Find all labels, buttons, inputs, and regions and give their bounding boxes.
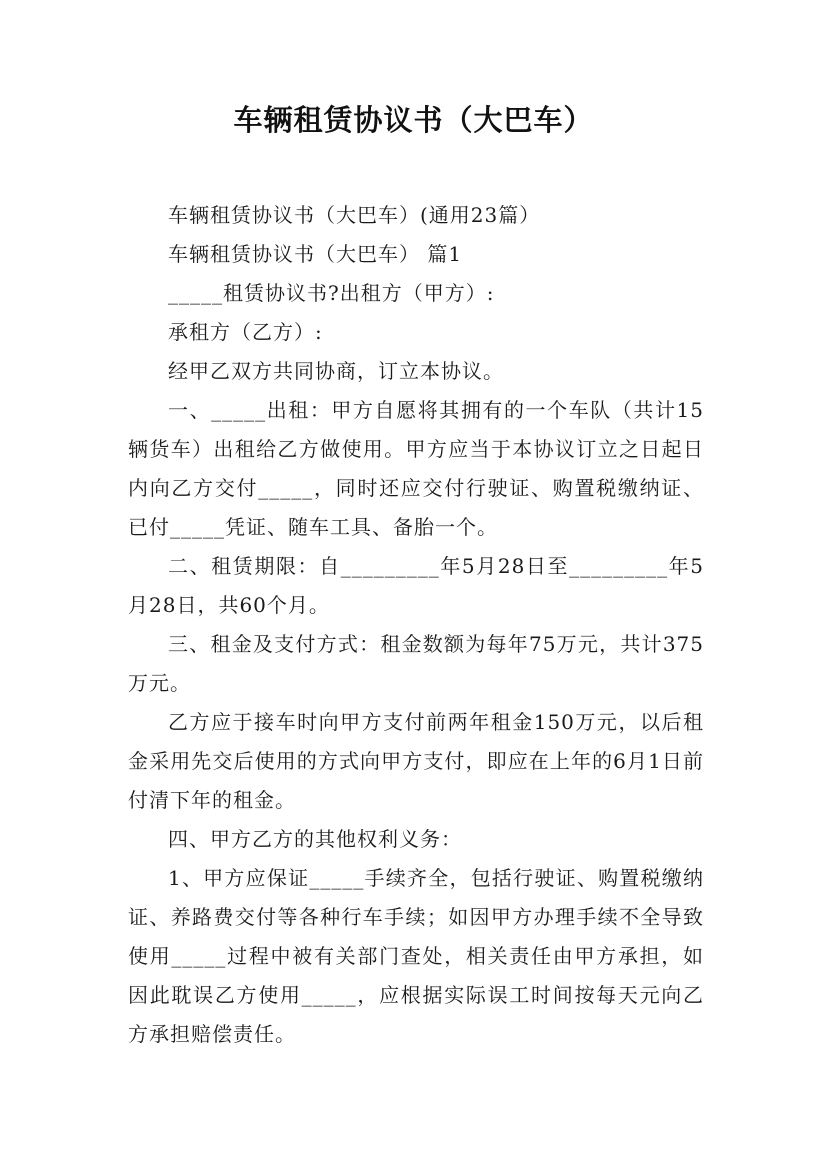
- paragraph-clause-4-item-1: 1、甲方应保证_____手续齐全，包括行驶证、购置税缴纳证、养路费交付等各种行车手续；如因甲方办理手续不全导致使用_____过程中被有关部门查处，相关责任由甲方承担，如因此耽误乙方使用_____，应根据实际误工时间按每天元向乙方承担赔偿责任。: [128, 866, 704, 1046]
- paragraph-lessor: _____租赁协议书?出租方（甲方）:: [168, 281, 495, 305]
- paragraph-agreement-intro: 经甲乙双方共同协商，订立本协议。: [168, 359, 504, 383]
- paragraph-clause-4: 四、甲方乙方的其他权利义务：: [168, 827, 462, 851]
- paragraph-lessee: 承租方（乙方）:: [168, 320, 323, 344]
- document-title: 车辆租赁协议书（大巴车）: [233, 103, 594, 137]
- paragraph-section-heading: 车辆租赁协议书（大巴车） 篇1: [168, 242, 463, 266]
- document-body: [128, 196, 704, 1054]
- paragraph-subtitle: 车辆租赁协议书（大巴车）(通用23篇）: [168, 203, 541, 227]
- paragraph-clause-1: 一、_____出租：甲方自愿将其拥有的一个车队（共计15辆货车）出租给乙方做使用。甲方应当于本协议订立之日起日内向乙方交付_____，同时还应交付行驶证、购置税缴纳证、已付_____凭证、随车工具、备胎一个。: [128, 398, 704, 539]
- paragraph-clause-2: 二、租赁期限：自_________年5月28日至_________年5月28日，共60个月。: [128, 554, 704, 617]
- paragraph-clause-3-detail: 乙方应于接车时向甲方支付前两年租金150万元，以后租金采用先交后使用的方式向甲方支付，即应在上年的6月1日前付清下年的租金。: [128, 710, 704, 812]
- paragraph-clause-3: 三、租金及支付方式：租金数额为每年75万元，共计375万元。: [128, 632, 704, 695]
